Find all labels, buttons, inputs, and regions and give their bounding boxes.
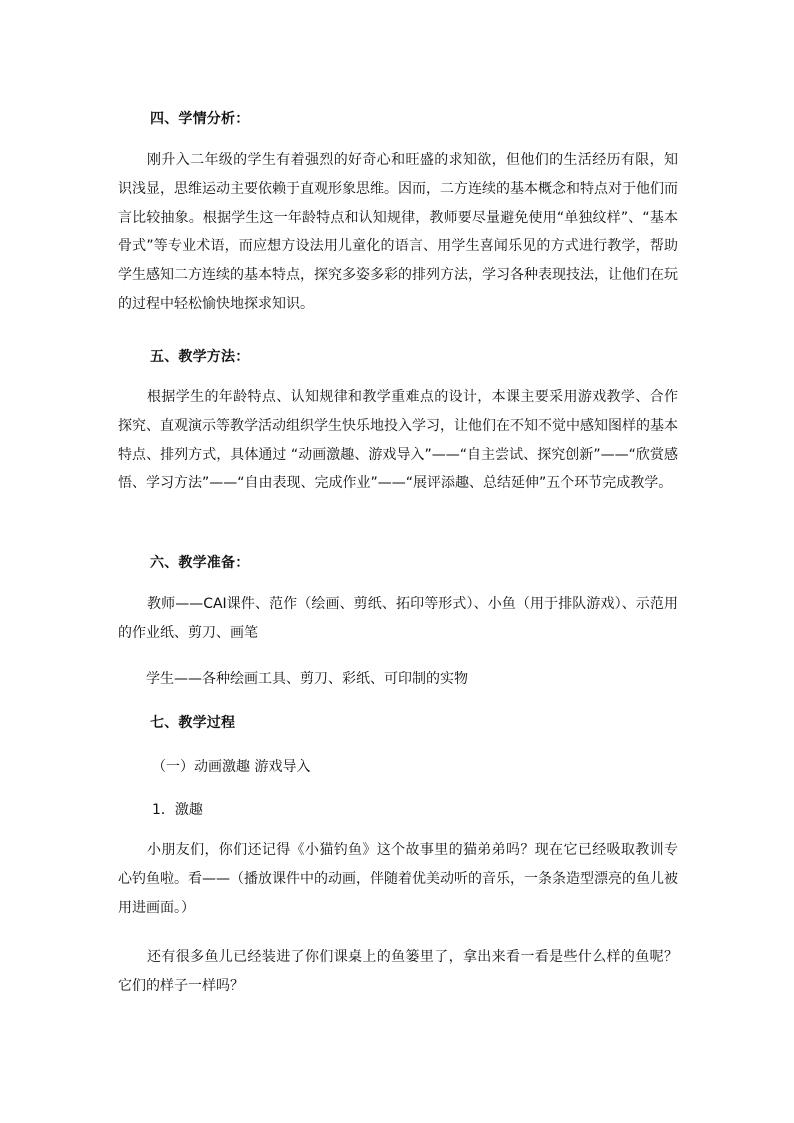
subheading-animation-intro: （一）动画激趣 游戏导入 [152,759,311,775]
paragraph-teaching-methods: 根据学生的年龄特点、认知规律和教学重难点的设计，本课主要采用游戏教学、合作探究、直观演示等教学活动组织学生快乐地投入学习，让他们在不知不觉中感知图样的基本特点、排列方式，具体通过 “动画激趣、游戏导入”——“自主尝试、探究创新”——“欣赏感悟、学习方法”——“自由表现、完成作业”——“展评添趣、总结延伸”五个环节完成教学。 [118,389,678,492]
section-heading-teaching-process: 七、教学过程 [150,715,236,731]
section-heading-teaching-methods: 五、教学方法： [150,349,250,365]
paragraph-fish-basket: 还有很多鱼儿已经装进了你们课桌上的鱼篓里了，拿出来看一看是些什么样的鱼呢？它们的样子一样吗？ [118,949,678,994]
paragraph-story-intro: 小朋友们，你们还记得《小猫钓鱼》这个故事里的猫弟弟吗？现在它已经吸取教训专心钓鱼啦。看——（播放课件中的动画，伴随着优美动听的音乐，一条条造型漂亮的鱼儿被用进画面。） [118,842,678,916]
paragraph-learner-analysis: 刚升入二年级的学生有着强烈的好奇心和旺盛的求知欲，但他们的生活经历有限，知识浅显，思维运动主要依赖于直观形象思维。因而，二方连续的基本概念和特点对于他们而言比较抽象。根据学生这一年龄特点和认知规律，教师要尽量避免使用“单独纹样”、“基本骨式”等专业术语，而应想方设法用儿童化的语言、用学生喜闻乐见的方式进行教学，帮助学生感知二方连续的基本特点，探究多姿多彩的排列方法，学习各种表现技法，让他们在玩的过程中轻松愉快地探求知识。 [118,152,678,312]
paragraph-student-preparation: 学生——各种绘画工具、剪刀、彩纸、可印制的实物 [146,671,468,687]
paragraph-teacher-preparation: 教师——CAI课件、范作（绘画、剪纸、拓印等形式）、小鱼（用于排队游戏）、示范用的作业纸、剪刀、画笔 [118,596,678,641]
section-heading-teaching-preparation: 六、教学准备： [150,555,250,571]
section-heading-learner-analysis: 四、学情分析： [150,111,250,127]
step-label-interest: 1．激趣 [152,802,203,818]
